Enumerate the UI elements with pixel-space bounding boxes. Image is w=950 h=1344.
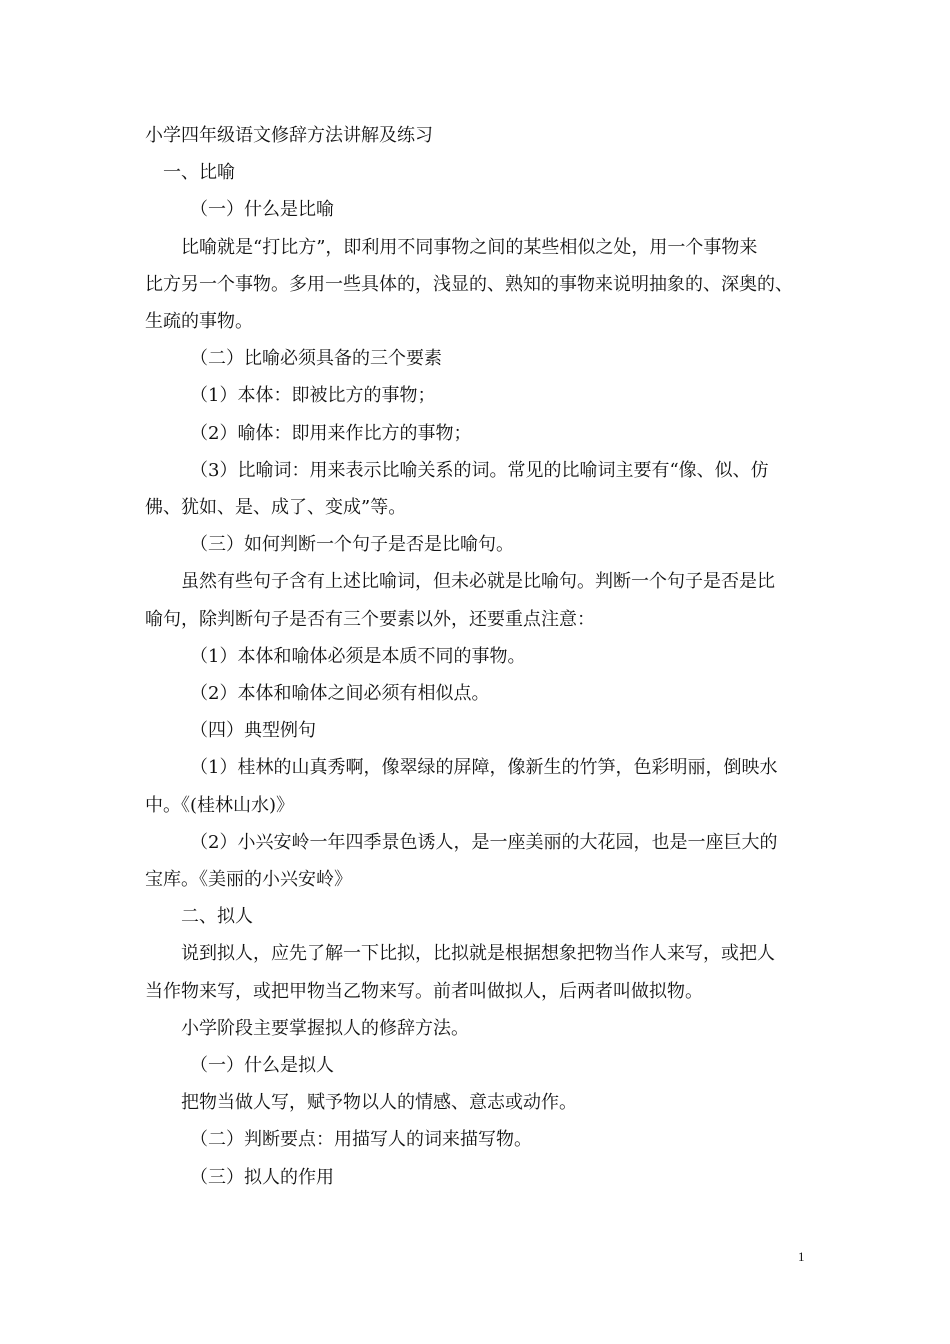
paragraph-line: 虽然有些句子含有上述比喻词，但未必就是比喻句。判断一个句子是否是比: [181, 571, 775, 593]
list-item: （1）本体：即被比方的事物；: [190, 385, 436, 407]
paragraph-line: 比方另一个事物。多用一些具体的，浅显的、熟知的事物来说明抽象的、深奥的、: [145, 273, 793, 295]
list-item: （3）比喻词：用来表示比喻关系的词。常见的比喻词主要有“像、似、仿: [190, 459, 769, 481]
list-item: （1）桂林的山真秀啊，像翠绿的屏障，像新生的竹笋，色彩明丽，倒映水: [190, 757, 778, 779]
document-title: 小学四年级语文修辞方法讲解及练习: [145, 125, 433, 146]
paragraph-line: 小学阶段主要掌握拟人的修辞方法。: [181, 1017, 469, 1039]
list-item: （2）喻体：即用来作比方的事物；: [190, 422, 472, 444]
document-body: [145, 117, 810, 1196]
section-heading-metaphor: 一、比喻: [163, 162, 235, 184]
list-item: （2）小兴安岭一年四季景色诱人，是一座美丽的大花园，也是一座巨大的: [190, 831, 778, 853]
subheading-personification-effect: （三）拟人的作用: [190, 1166, 334, 1188]
page-number: 1: [798, 1249, 805, 1264]
paragraph-line: 把物当做人写，赋予物以人的情感、意志或动作。: [181, 1092, 577, 1114]
subheading-three-elements: （二）比喻必须具备的三个要素: [190, 348, 442, 370]
subheading-what-is-personification: （一）什么是拟人: [190, 1055, 334, 1077]
list-item: （1）本体和喻体必须是本质不同的事物。: [190, 645, 526, 667]
paragraph-line: 比喻就是“打比方”，即利用不同事物之间的某些相似之处，用一个事物来: [181, 236, 758, 258]
paragraph-line: 说到拟人，应先了解一下比拟，比拟就是根据想象把物当作人来写，或把人: [181, 943, 775, 965]
subheading-examples: （四）典型例句: [190, 720, 316, 742]
paragraph-line: 中。《(桂林山水)》: [145, 794, 295, 816]
subheading-judging-points: （二）判断要点：用描写人的词来描写物。: [190, 1129, 532, 1151]
list-item: （2）本体和喻体之间必须有相似点。: [190, 683, 490, 705]
paragraph-line: 喻句，除判断句子是否有三个要素以外，还要重点注意：: [145, 608, 595, 630]
subheading-how-to-judge: （三）如何判断一个句子是否是比喻句。: [190, 534, 514, 556]
paragraph-line: 宝库。《美丽的小兴安岭》: [145, 869, 352, 891]
paragraph-line: 生疏的事物。: [145, 311, 253, 333]
section-heading-personification: 二、拟人: [181, 906, 253, 928]
paragraph-line: 当作物来写，或把甲物当乙物来写。前者叫做拟人，后两者叫做拟物。: [145, 980, 703, 1002]
paragraph-line: 佛、犹如、是、成了、变成”等。: [145, 497, 407, 519]
subheading-what-is-metaphor: （一）什么是比喻: [190, 199, 334, 221]
